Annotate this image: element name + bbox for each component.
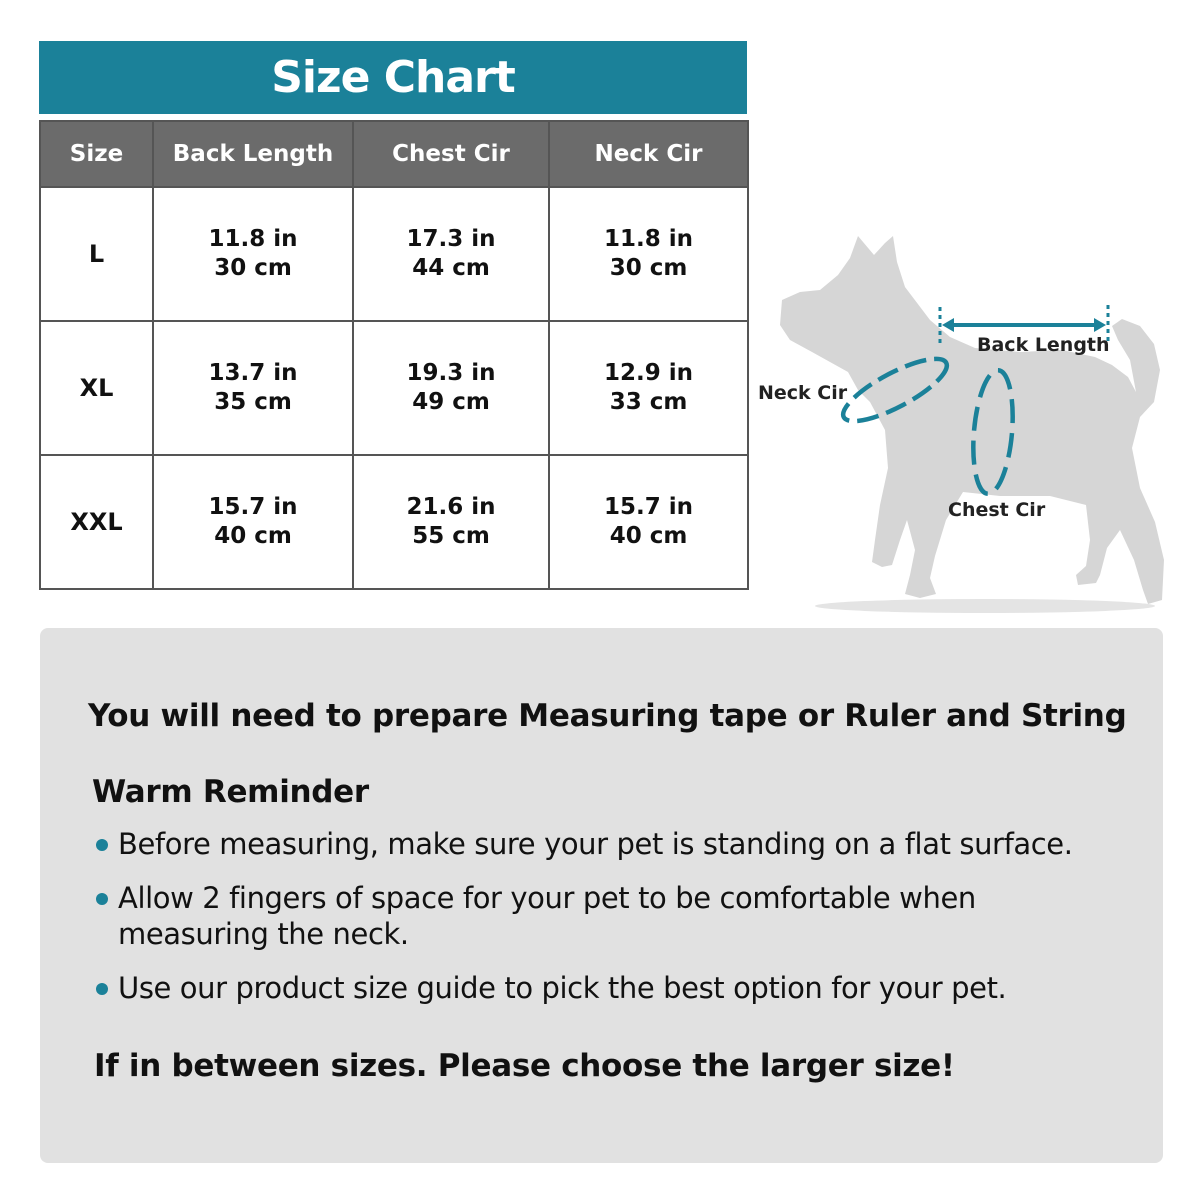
preparation-heading: You will need to prepare Measuring tape or Ruler and String — [88, 698, 1127, 734]
value-inches: 15.7 in — [208, 494, 298, 520]
value-centimeters: 44 cm — [412, 255, 490, 281]
floor-shadow — [815, 599, 1155, 613]
size-cell: L — [40, 187, 153, 321]
value-inches: 11.8 in — [208, 226, 298, 252]
value-centimeters: 49 cm — [412, 389, 490, 415]
reminder-list — [96, 826, 1096, 1024]
table-row — [40, 321, 748, 455]
table-header-row — [40, 121, 748, 187]
size-cell: XL — [40, 321, 153, 455]
list-item — [96, 880, 1096, 952]
value-centimeters: 55 cm — [412, 523, 490, 549]
list-item — [96, 826, 1096, 862]
header-back-length: Back Length — [153, 121, 353, 187]
value-inches: 11.8 in — [603, 226, 693, 252]
closing-note: If in between sizes. Please choose the larger size! — [94, 1048, 955, 1084]
list-item-text: Allow 2 fingers of space for your pet to be comfortable when measuring the neck. — [118, 881, 976, 951]
neck-cir-cell — [549, 455, 748, 589]
bullet-dot-icon — [96, 983, 108, 995]
header-chest-cir: Chest Cir — [353, 121, 549, 187]
size-cell: XXL — [40, 455, 153, 589]
value-inches: 19.3 in — [406, 360, 496, 386]
table-row — [40, 455, 748, 589]
value-centimeters: 40 cm — [214, 523, 292, 549]
dog-silhouette — [780, 236, 1164, 604]
value-centimeters: 40 cm — [609, 523, 688, 549]
list-item-text: Before measuring, make sure your pet is standing on a flat surface. — [118, 827, 1073, 861]
value-inches: 17.3 in — [406, 226, 496, 252]
table-row — [40, 187, 748, 321]
value-inches: 13.7 in — [208, 360, 298, 386]
dog-measurement-diagram — [750, 225, 1190, 625]
list-item — [96, 970, 1096, 1006]
back-length-arrowhead-left — [942, 318, 954, 332]
chest-cir-cell — [353, 455, 549, 589]
back-length-arrowhead-right — [1094, 318, 1106, 332]
header-neck-cir: Neck Cir — [549, 121, 748, 187]
neck-cir-cell — [549, 321, 748, 455]
neck-cir-label: Neck Cir — [758, 382, 848, 404]
chest-cir-label: Chest Cir — [948, 499, 1046, 521]
value-inches: 15.7 in — [603, 494, 693, 520]
value-centimeters: 30 cm — [214, 255, 292, 281]
chest-cir-cell — [353, 321, 549, 455]
value-centimeters: 33 cm — [609, 389, 688, 415]
header-size: Size — [40, 121, 153, 187]
size-chart-title: Size Chart — [39, 41, 747, 114]
value-centimeters: 35 cm — [214, 389, 292, 415]
value-inches: 21.6 in — [406, 494, 496, 520]
value-centimeters: 30 cm — [609, 255, 688, 281]
value-inches: 12.9 in — [603, 360, 693, 386]
warm-reminder-title: Warm Reminder — [92, 774, 369, 810]
back-length-cell — [153, 187, 353, 321]
neck-cir-cell — [549, 187, 748, 321]
chest-cir-cell — [353, 187, 549, 321]
bullet-dot-icon — [96, 893, 108, 905]
bullet-dot-icon — [96, 839, 108, 851]
size-chart-table — [39, 120, 749, 590]
back-length-label: Back Length — [977, 334, 1110, 356]
back-length-cell — [153, 321, 353, 455]
measuring-info-panel — [40, 628, 1163, 1163]
back-length-cell — [153, 455, 353, 589]
list-item-text: Use our product size guide to pick the best option for your pet. — [118, 971, 1007, 1005]
